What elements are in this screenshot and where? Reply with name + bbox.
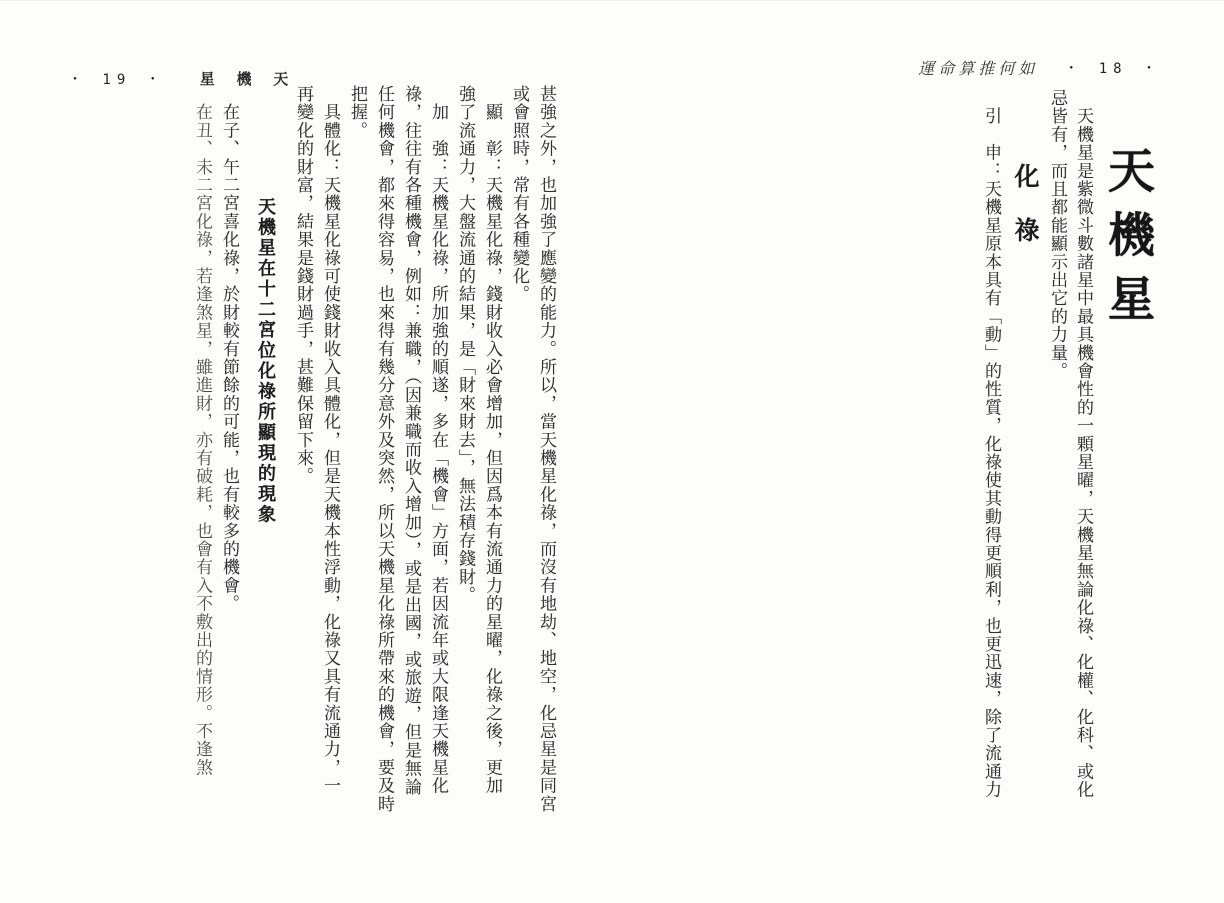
text-column: 引 申：天機星原本具有「動」的性質，化祿使其動得更順利，也更迅速，除了流通力 (982, 89, 1001, 799)
right-page-header (918, 56, 1162, 79)
chapter-title-tianji-star: 天機星 (1101, 146, 1153, 338)
right-page-number: ・ 18 ・ (1064, 60, 1162, 77)
text-column: 再變化的財富，結果是錢財過手，甚難保留下來。 (294, 85, 313, 486)
text-column: 在子、午二宮喜化祿，於財較有節餘的可能，也有較多的機會。 (220, 85, 239, 613)
text-column: 甚強之外，也加強了應變的能力。所以，當天機星化祿，而沒有地劫、地空，化忌星是同宮 (537, 85, 556, 813)
text-column: 忌皆有，而且都能顯示出它的力量。 (1048, 89, 1067, 381)
text-column: 具體化：天機星化祿可使錢財收入具體化，但是天機本性浮動，化祿又具有流通力，一 (321, 85, 340, 795)
hualu-section-heading: 化 祿 (1011, 163, 1038, 244)
text-column: 或會照時，常有各種變化。 (510, 85, 529, 304)
text-column: 把握。 (348, 85, 367, 140)
text-column: 天機星是紫微斗數諸星中最具機會性的一顆星曜，天機星無論化祿、化權、化科、或化 (1074, 89, 1093, 799)
left-page-number: ・ 19 ・ (68, 71, 166, 88)
text-column: 強了流通力，大盤流通的結果，是「財來財去」，無法積存錢財。 (456, 85, 475, 605)
text-column: 顯 彰：天機星化祿，錢財收入必會增加，但因爲本有流通力的星曜，化祿之後，更加 (483, 85, 502, 795)
text-column: 任何機會，都來得容易，也來得有幾分意外及突然，所以天機星化祿所帶來的機會，要及時 (375, 85, 394, 813)
text-column: 在丑、未二宮化祿，若逢煞星，雖進財，亦有破耗，也會有入不敷出的情形。不逢煞 (193, 85, 212, 777)
left-page-text-block (62, 85, 564, 827)
twelve-palaces-sub-heading: 天機星在十二宮位化祿所顯現的現象 (256, 197, 276, 525)
book-title: 運命算推何如 (918, 61, 1039, 78)
text-column: 祿，往往有各種機會，例如：兼職，（因兼職而收入增加），或是出國，或旅遊，但是無論 (402, 85, 421, 796)
left-running-title: 星 機 天 (199, 72, 298, 88)
right-page-text-block (974, 89, 1162, 831)
text-column: 加 強：天機星化祿，所加強的順遂，多在「機會」方面，若因流年或大限逢天機星化 (429, 85, 448, 795)
